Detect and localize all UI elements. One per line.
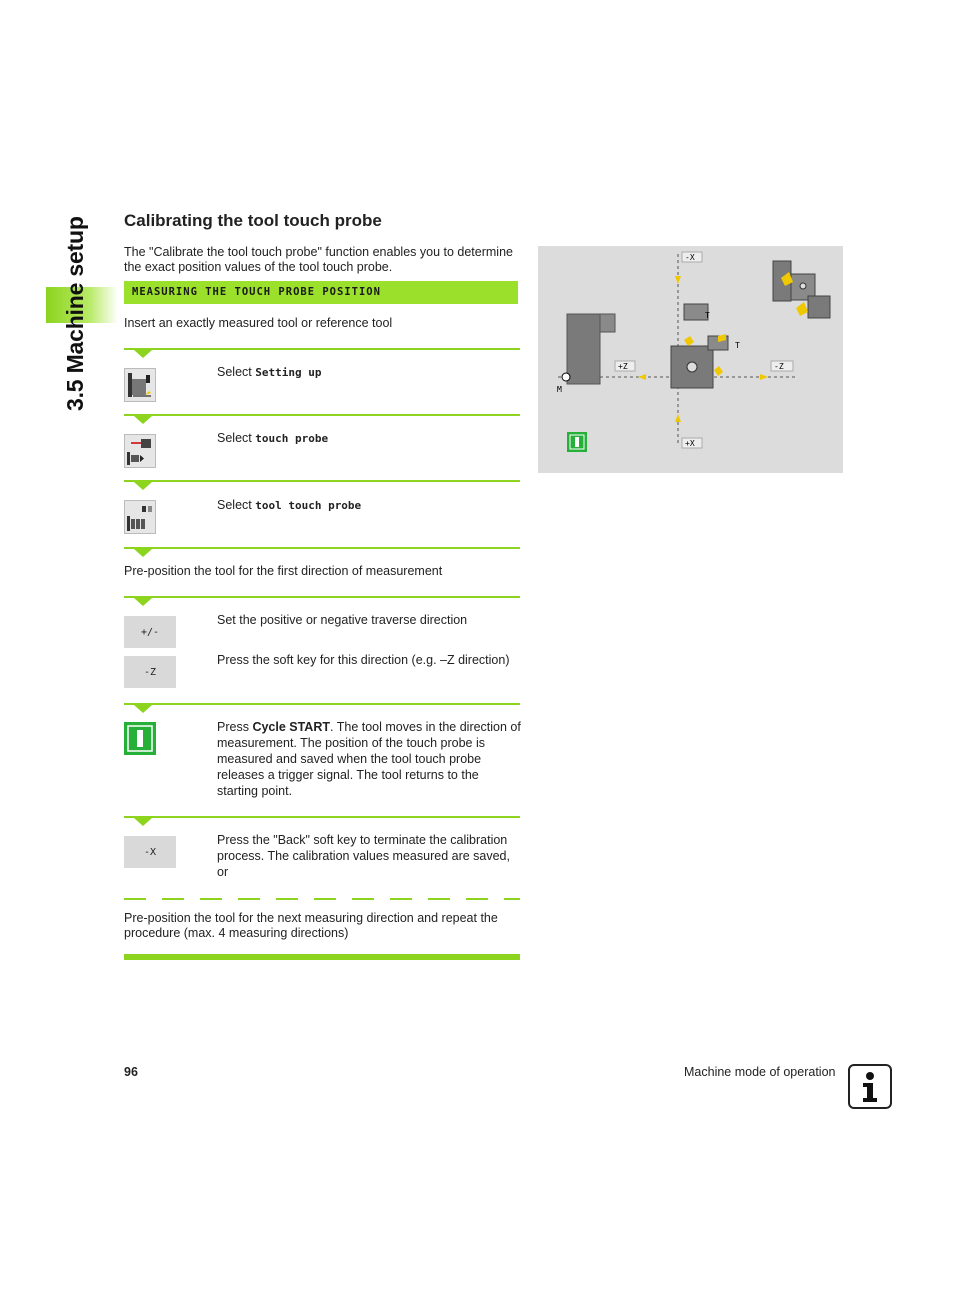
step-code: touch probe [255,432,329,445]
step-divider [124,348,520,350]
chapter-title: Machine mode of operation [684,1065,836,1079]
procedure-header [124,281,518,304]
tool-t1-label: T [705,311,710,320]
direction-sign-text: Set the positive or negative traverse direction [217,613,468,627]
step-divider [124,596,520,598]
axis-minus-x-label: -X [685,253,695,262]
step-arrow [134,549,152,557]
touch-probe-softkey-icon[interactable] [124,434,156,468]
cycle-start-key-icon[interactable] [124,722,156,755]
back-text: Press the "Back" soft key to terminate the calibration process. The calibration values measured are saved, or [217,833,510,879]
step-select-touch-probe [217,430,522,447]
step-select-tool-touch-probe [217,497,522,514]
step-arrow [134,416,152,424]
cycle-start-text [217,719,522,799]
procedure-header-label: MEASURING THE TOUCH PROBE POSITION [132,286,381,298]
step-prefix: Select [217,498,256,512]
step-arrow [134,705,152,713]
cycle-start-bold: Cycle START [252,720,331,734]
step-select-setting-up [217,364,522,381]
page-number: 96 [124,1065,138,1079]
step-code: Setting up [255,366,322,379]
side-tab-title: 3.5 Machine setup [62,216,88,411]
step-arrow [134,598,152,606]
step-code: tool touch probe [255,499,362,512]
step-arrow [134,482,152,490]
tool-t2-label: T [735,341,740,350]
dashed-divider [124,898,520,900]
step-divider [124,816,520,818]
step-prefix: Select [217,431,256,445]
origin-m-label: M [557,385,562,394]
note-preposition: Pre-position the tool for the first direction of measurement [124,564,443,578]
step-divider [124,547,520,549]
step-arrow [134,818,152,826]
minus-z-softkey[interactable]: -Z [124,656,176,688]
cycle-pre: Press [217,720,253,734]
section-title: Calibrating the tool touch probe [124,211,382,230]
tool-touch-probe-softkey-icon[interactable] [124,500,156,534]
intro-paragraph: The "Calibrate the tool touch probe" function enables you to determine the exact position values of the tool touch probe. [124,245,513,274]
step-arrow [134,350,152,358]
step-prefix: Select [217,365,256,379]
note-insert-tool: Insert an exactly measured tool or reference tool [124,316,393,330]
step-divider [124,414,520,416]
cycle-post: . The tool moves in the direction of measurement. The position of the touch probe is measured and saved when the tool touch probe releases a trigger signal. The tool returns to the starting point. [217,720,521,798]
axis-minus-z-label: -Z [774,362,784,371]
touch-probe-diagram [538,246,843,473]
setting-up-softkey-icon[interactable] [124,368,156,402]
axis-plus-z-label: +Z [618,362,628,371]
procedure-end-bar [124,954,520,960]
note-repeat: Pre-position the tool for the next measuring direction and repeat the procedure (max. 4 measuring directions) [124,911,498,940]
minus-x-softkey[interactable]: -X [124,836,176,868]
direction-key-text: Press the soft key for this direction (e.g. –Z direction) [217,653,510,667]
plus-minus-softkey[interactable]: +/- [124,616,176,648]
info-icon [848,1064,892,1109]
step-divider [124,480,520,482]
step-divider [124,703,520,705]
axis-plus-x-label: +X [685,439,695,448]
